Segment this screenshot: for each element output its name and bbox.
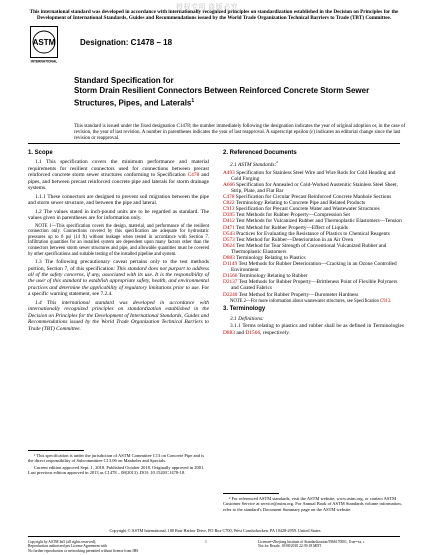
references-heading: 2. Referenced Documents: [223, 150, 297, 156]
reference-title: Test Methods for Rubber Deterioration—Cracking in an Ozone Controlled Environment: [231, 261, 397, 274]
reference-title: Test Method for Tear Strength of Conventional Vulcanized Rubber and Thermoplastic Elastomers: [231, 242, 387, 255]
standard-title-text: Storm Drain Resilient Connectors Between Reinforced Concrete Storm Sewer Structures, Pipes, and Laterals: [74, 86, 370, 108]
paragraph-1-2: 1.2 The values stated in inch-pound units are to be regarded as standard. The values given in parentheses are for information only.: [28, 208, 209, 222]
paragraph-1-1-1: 1.1.1 These connectors are designed to prevent soil migration between the pipe and storm sewer structure, and between the pipe and lateral.: [28, 193, 209, 207]
header-rule: [28, 143, 400, 144]
footnotes-left: [28, 450, 209, 475]
reference-title: Specification for Annealed or Cold-Worked Austenitic Stainless Steel Sheet, Strip, Plate, and Flat Bar: [231, 181, 398, 194]
p3-1-1-text: 3.1.1 Terms relating to plastics and rubber shall be as defined in Terminologies: [230, 323, 404, 330]
footer-left-line: Copyright by ASTM Int'l (all rights reserved);: [28, 540, 97, 544]
logo-text: INTERNATIONAL: [30, 59, 58, 64]
note-2: [223, 299, 404, 305]
footer-right-line: Licensee=Zhejiang Institute of Standardization/5966170001, User=xx, r: [258, 540, 365, 544]
reference-code-link[interactable]: A493: [223, 169, 235, 176]
link-d883[interactable]: D883: [223, 329, 235, 336]
p1-3-caveat: This standard does not purport to address all of the safety concerns, if any, associated with its use. It is the responsibility of the user of this standard to establish appropriate safety, health, and environmental practices and determine the applicability of regulatory limitations prior to use.: [28, 265, 209, 291]
astm-standards-label: 2.1 ASTM Standards:: [230, 162, 277, 169]
title-block: [74, 76, 374, 109]
p3-1-1-end: , respectively.: [260, 329, 290, 336]
reference-code-link[interactable]: C913: [223, 206, 235, 213]
footnote-rule: [28, 450, 84, 451]
reference-code-link[interactable]: C478: [223, 194, 235, 201]
p1-1-text-end: and pipes, and between precast reinforced concrete pipe and laterals for storm drainage systems.: [28, 172, 209, 192]
copyright: Copyright © ASTM International, 100 Barr Harbor Drive, PO Box C700, West Conshohocken, PA 19428-2959. United States: [109, 528, 321, 533]
reference-code-link[interactable]: D624: [223, 242, 235, 249]
reference-title: Test Methods for Rubber Property—Brittleness Point of Flexible Polymers and Coated Fabrics: [231, 279, 398, 292]
note-1: NOTE 1—This specification covers the design, material, and performance of the resilient connection only. Connections covered by this specification are adequate for hydrostatic pressures up to 6 psi (14 ft) without leakage when tested in accordance with Section 7. Infiltration quantities for an installed system are dependent upon many factors other than the connectors between storm sewer structures and pipe, and allowable quantities must be covered by other specifications and suitable testing of the installed pipeline and system.: [28, 223, 209, 257]
reference-item: [223, 243, 404, 255]
reference-code-link[interactable]: D395: [223, 212, 235, 219]
footer-license-right: [258, 540, 408, 549]
page-number: 1: [205, 540, 207, 544]
left-column: [28, 148, 209, 334]
reference-title: Terminology Relating to Concrete Pipe and Related Products: [234, 200, 366, 207]
footnote-1: ¹ This specification is under the jurisdiction of ASTM Committee C13 on Concrete Pipe and is the direct responsibility of Subcommittee C13.06 on Manholes and Specials.: [28, 453, 205, 464]
reference-item: [223, 292, 404, 298]
reference-item: [223, 170, 404, 182]
reference-title: Test Method for Rubber Property—Durometer Hardness: [237, 291, 359, 298]
reference-title: Test Method for Rubber Property—Effect of Liquids: [234, 224, 348, 231]
reference-title: Specification for Precast Concrete Water and Wastewater Structures: [234, 206, 380, 213]
definitions-sub: 3.1 Definitions:: [230, 315, 264, 322]
footnote-2-mark: 2: [276, 160, 279, 165]
reference-title: Test Methods for Vulcanized Rubber and Thermoplastic Elastomers—Tension: [234, 218, 402, 225]
footer-license-left: [28, 540, 218, 553]
designation: Designation: C1478 – 18: [80, 38, 173, 47]
reference-title: Terminology Relating to Rubber: [237, 273, 308, 280]
reference-title: Practices for Evaluating the Resistance of Plastics to Chemical Reagents: [234, 230, 390, 237]
footer-left-line: Reproduction authorized per License Agreement with: [28, 544, 108, 549]
astm-logo: [30, 26, 58, 64]
paragraph-1-4: 1.4 This international standard was developed in accordance with internationally recognized principles on standardization established in the Decision on Principles for the Development of International Standards, Guides and Recommendations issued by the World Trade Organization Technical Barriers to Trade (TBT) Committee.: [28, 299, 209, 332]
reference-code-link[interactable]: D471: [223, 224, 235, 231]
svg-text:ASTM: ASTM: [32, 38, 56, 47]
p1-3-post: For a specific warning statement, see 7.2.4.: [28, 284, 209, 298]
footer-left-line: No further reproduction or networking permitted without license from IHS: [28, 548, 139, 553]
reference-code-link[interactable]: A666: [223, 181, 235, 188]
note-2-end: .: [390, 298, 392, 304]
top-notice: This international standard was developed in accordance with internationally recognized principles on standardization established in the Decision on Principles for the Development of International Standards, Guides and Recommendations issued by the World Trade Organization Technical Barriers to Trade (TBT) Committee.: [29, 9, 399, 22]
footnote-edition: Current edition approved Sept. 1, 2018. Published October 2018. Originally approved in 2001. Last previous edition approved in 2013 as C1478 – 08(2013). DOI: 10.1520/C1478-18.: [28, 464, 205, 475]
link-d1566[interactable]: D1566: [245, 329, 261, 336]
reference-code-link[interactable]: D412: [223, 218, 235, 225]
reference-title: Specification for Circular Precast Reinforced Concrete Manhole Sections: [234, 194, 392, 201]
reference-code-link[interactable]: D1149: [223, 261, 238, 268]
reference-title: Test Method for Rubber—Deterioration in an Air Oven: [234, 236, 354, 243]
reference-code-link[interactable]: D1566: [223, 273, 238, 280]
astm-standards-sub: [223, 159, 404, 168]
reference-code-link[interactable]: C822: [223, 200, 235, 207]
footnote-2: ² For referenced ASTM standards, visit the ASTM website, www.astm.org, or contact ASTM Customer Service at service@astm.org. For Annual Book of ASTM Standards volume information, refer to the standard's Document Summary page on the ASTM website.: [223, 496, 402, 512]
footnotes-right: [223, 493, 404, 512]
title-footnote-mark: 1: [191, 98, 195, 104]
footer-rule: [28, 536, 400, 537]
footer-right-line: Not for Resale, 10/08/2018 22:39:18 MDT: [258, 544, 322, 549]
scope-heading: 1. Scope: [28, 150, 53, 156]
reference-list: [223, 170, 404, 298]
reference-code-link[interactable]: D2137: [223, 279, 238, 286]
p1-3-pre: 1.3 The following precautionary caveat pertains only to the test methods portion, Section 7, of this specification:: [28, 259, 209, 272]
reference-code-link[interactable]: D573: [223, 236, 235, 243]
standard-intro: This standard is issued under the fixed designation C1478; the number immediately following the designation indicates the year of original adoption or, in the case of revision, the year of last revision. A number in parentheses indicates the year of last reapproval. A superscript epsilon (ε) indicates an editorial change since the last revision or reapproval.: [74, 124, 406, 142]
paragraph-1-1: [28, 159, 209, 191]
link-c478[interactable]: C478: [187, 172, 200, 179]
reference-item: [223, 261, 404, 273]
link-c913-note[interactable]: C913: [379, 298, 391, 304]
standard-type: Standard Specification for: [74, 76, 174, 85]
reference-title: Specification for Stainless Steel Wire and Wire Rods for Cold Heading and Cold Forging: [231, 169, 396, 182]
right-column: [223, 148, 404, 338]
standard-title: [74, 86, 374, 109]
reference-code-link[interactable]: D883: [223, 255, 235, 262]
reference-code-link[interactable]: D2240: [223, 291, 238, 298]
note-2-text: NOTE 2—For more information about wastewater structures, see Specification: [230, 298, 380, 304]
reference-title: Test Methods for Rubber Property—Compression Set: [234, 212, 350, 219]
paragraph-3-1-1: [223, 323, 404, 336]
footnote-rule-right: [223, 493, 279, 494]
reference-code-link[interactable]: D543: [223, 230, 235, 237]
reference-title: Terminology Relating to Plastics: [234, 255, 306, 262]
p1-1-text: 1.1 This specification covers the minimum performance and material requirements for resilient connectors used for connections between precast reinforced concrete storm sewer structures conforming to Specification: [28, 159, 209, 179]
terminology-heading: 3. Terminology: [223, 306, 266, 313]
p3-1-1-and: and: [234, 329, 246, 336]
watermark: 授权专用 盗版必究: [176, 3, 239, 11]
reference-item: [223, 279, 404, 291]
paragraph-1-3: [28, 259, 209, 298]
reference-item: [223, 182, 404, 194]
